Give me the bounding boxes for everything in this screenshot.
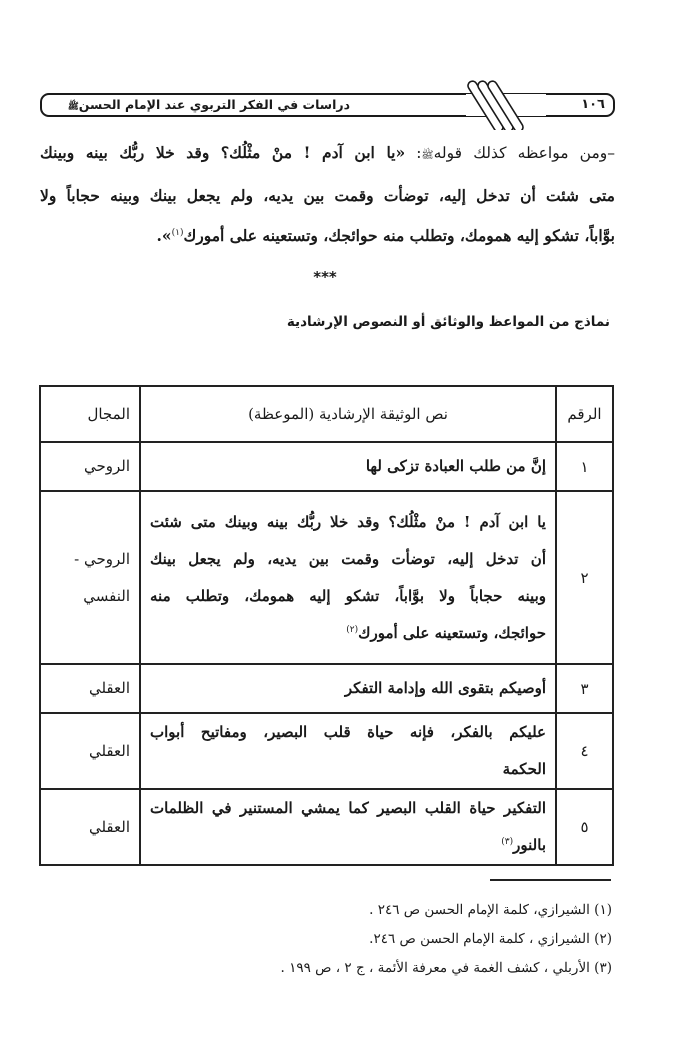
honorific-symbol: ﷺ [421, 150, 434, 161]
table-row [40, 664, 613, 713]
row-text-fragment: بالنور [513, 836, 546, 854]
row-text [140, 713, 556, 789]
row-number: ١ [556, 442, 613, 491]
row-text [140, 442, 556, 491]
row-text-line: أن تدخل إليه، توضأت وقمت بين يديه، ولم يجعل بينك [150, 549, 546, 568]
honorific-symbol: ﷺ [67, 102, 79, 112]
row-text-line [150, 827, 546, 864]
row-field [40, 491, 140, 664]
footnote-ref-2[interactable]: (٢) [346, 624, 359, 635]
row-text-line: إنَّ من طلب العبادة تزكى لها [365, 457, 546, 475]
footnote-3: (٣) الأربلي ، كشف الغمة في معرفة الأئمة ، ج ٢ ، ص ١٩٩ . [280, 960, 612, 976]
paragraph-colon: : [405, 144, 422, 162]
row-text-line: وبينه حجاباً ولا بوَّاباً، تشكو إليه همومك، وتطلب منه [150, 586, 546, 605]
row-number: ٤ [556, 713, 613, 789]
section-divider-stars: *** [313, 268, 337, 286]
row-field [40, 442, 140, 491]
column-header-number: الرقم [556, 386, 613, 442]
header-title-text: دراسات في الفكر التربوي عند الإمام الحسن [78, 97, 350, 112]
row-number: ٥ [556, 789, 613, 865]
admonitions-table [39, 385, 614, 866]
row-text-line: الحكمة [502, 760, 546, 778]
row-text-line [150, 615, 546, 652]
table-row [40, 491, 613, 664]
paragraph-line-2: متى شئت أن تدخل إليه، توضأت وقمت بين يديه، ولم يجعل بينك وبينه حجاباً ولا [40, 186, 615, 205]
table-row [40, 789, 613, 865]
row-text-line: عليكم بالفكر، فإنه حياة قلب البصير، ومفاتيح أبواب [150, 723, 546, 741]
row-text [140, 491, 556, 664]
footnote-ref-1[interactable]: (١) [171, 227, 184, 238]
row-field-line: العقلي [88, 679, 130, 697]
body-paragraph [40, 133, 615, 256]
row-field-line: العقلي [88, 741, 130, 760]
row-text-line: التفكير حياة القلب البصير كما يمشي المستنير في الظلمات [150, 799, 546, 817]
table-row [40, 713, 613, 789]
footnotes [150, 896, 612, 983]
row-number: ٢ [556, 491, 613, 664]
footnote-ref-3[interactable]: (٣) [501, 837, 514, 847]
row-field [40, 713, 140, 789]
footnote-1: (١) الشيرازي، كلمة الإمام الحسن ص ٢٤٦ . [369, 902, 612, 918]
table-header-row [40, 386, 613, 442]
running-header-title [50, 95, 350, 115]
row-text-fragment: حوائجك، وتستعينه على أمورك [358, 623, 546, 642]
quote-text: «يا ابن آدم ! منْ مثْلُك؟ وقد خلا ربُّك بينه وبينك [40, 143, 406, 162]
row-field-line: العقلي [88, 817, 130, 836]
quote-closing: ». [156, 226, 172, 245]
row-field-line: الروحي - [74, 549, 130, 568]
row-number: ٣ [556, 664, 613, 713]
footnote-2: (٢) الشيرازي ، كلمة الإمام الحسن ص ٢٤٦. [369, 931, 612, 947]
row-field-line: النفسي [83, 586, 130, 605]
row-text-line: يا ابن آدم ! منْ مثْلُك؟ وقد خلا ربُّك بينه وبينك متى شئت [150, 512, 546, 531]
page-number: ١٠٦ [581, 97, 605, 112]
column-header-text: نص الوثيقة الإرشادية (الموعظة) [140, 386, 556, 442]
row-text [140, 789, 556, 865]
row-field [40, 789, 140, 865]
section-heading: نماذج من المواعظ والوثائق أو النصوص الإرشادية [286, 314, 610, 330]
rope-knot-icon [466, 80, 546, 130]
quote-text: بوَّاباً، تشكو إليه همومك، وتطلب منه حوائجك، وتستعينه على أمورك [183, 226, 615, 245]
paragraph-line-1 [40, 133, 615, 176]
row-text [140, 664, 556, 713]
row-field-line: الروحي [83, 457, 130, 475]
column-header-field: المجال [40, 386, 140, 442]
paragraph-intro: –ومن مواعظه كذلك قوله [433, 144, 615, 162]
row-field [40, 664, 140, 713]
footnote-separator [490, 879, 611, 881]
table-row [40, 442, 613, 491]
row-text-line: أوصيكم بتقوى الله وإدامة التفكر [344, 679, 546, 697]
paragraph-line-3 [40, 216, 615, 256]
